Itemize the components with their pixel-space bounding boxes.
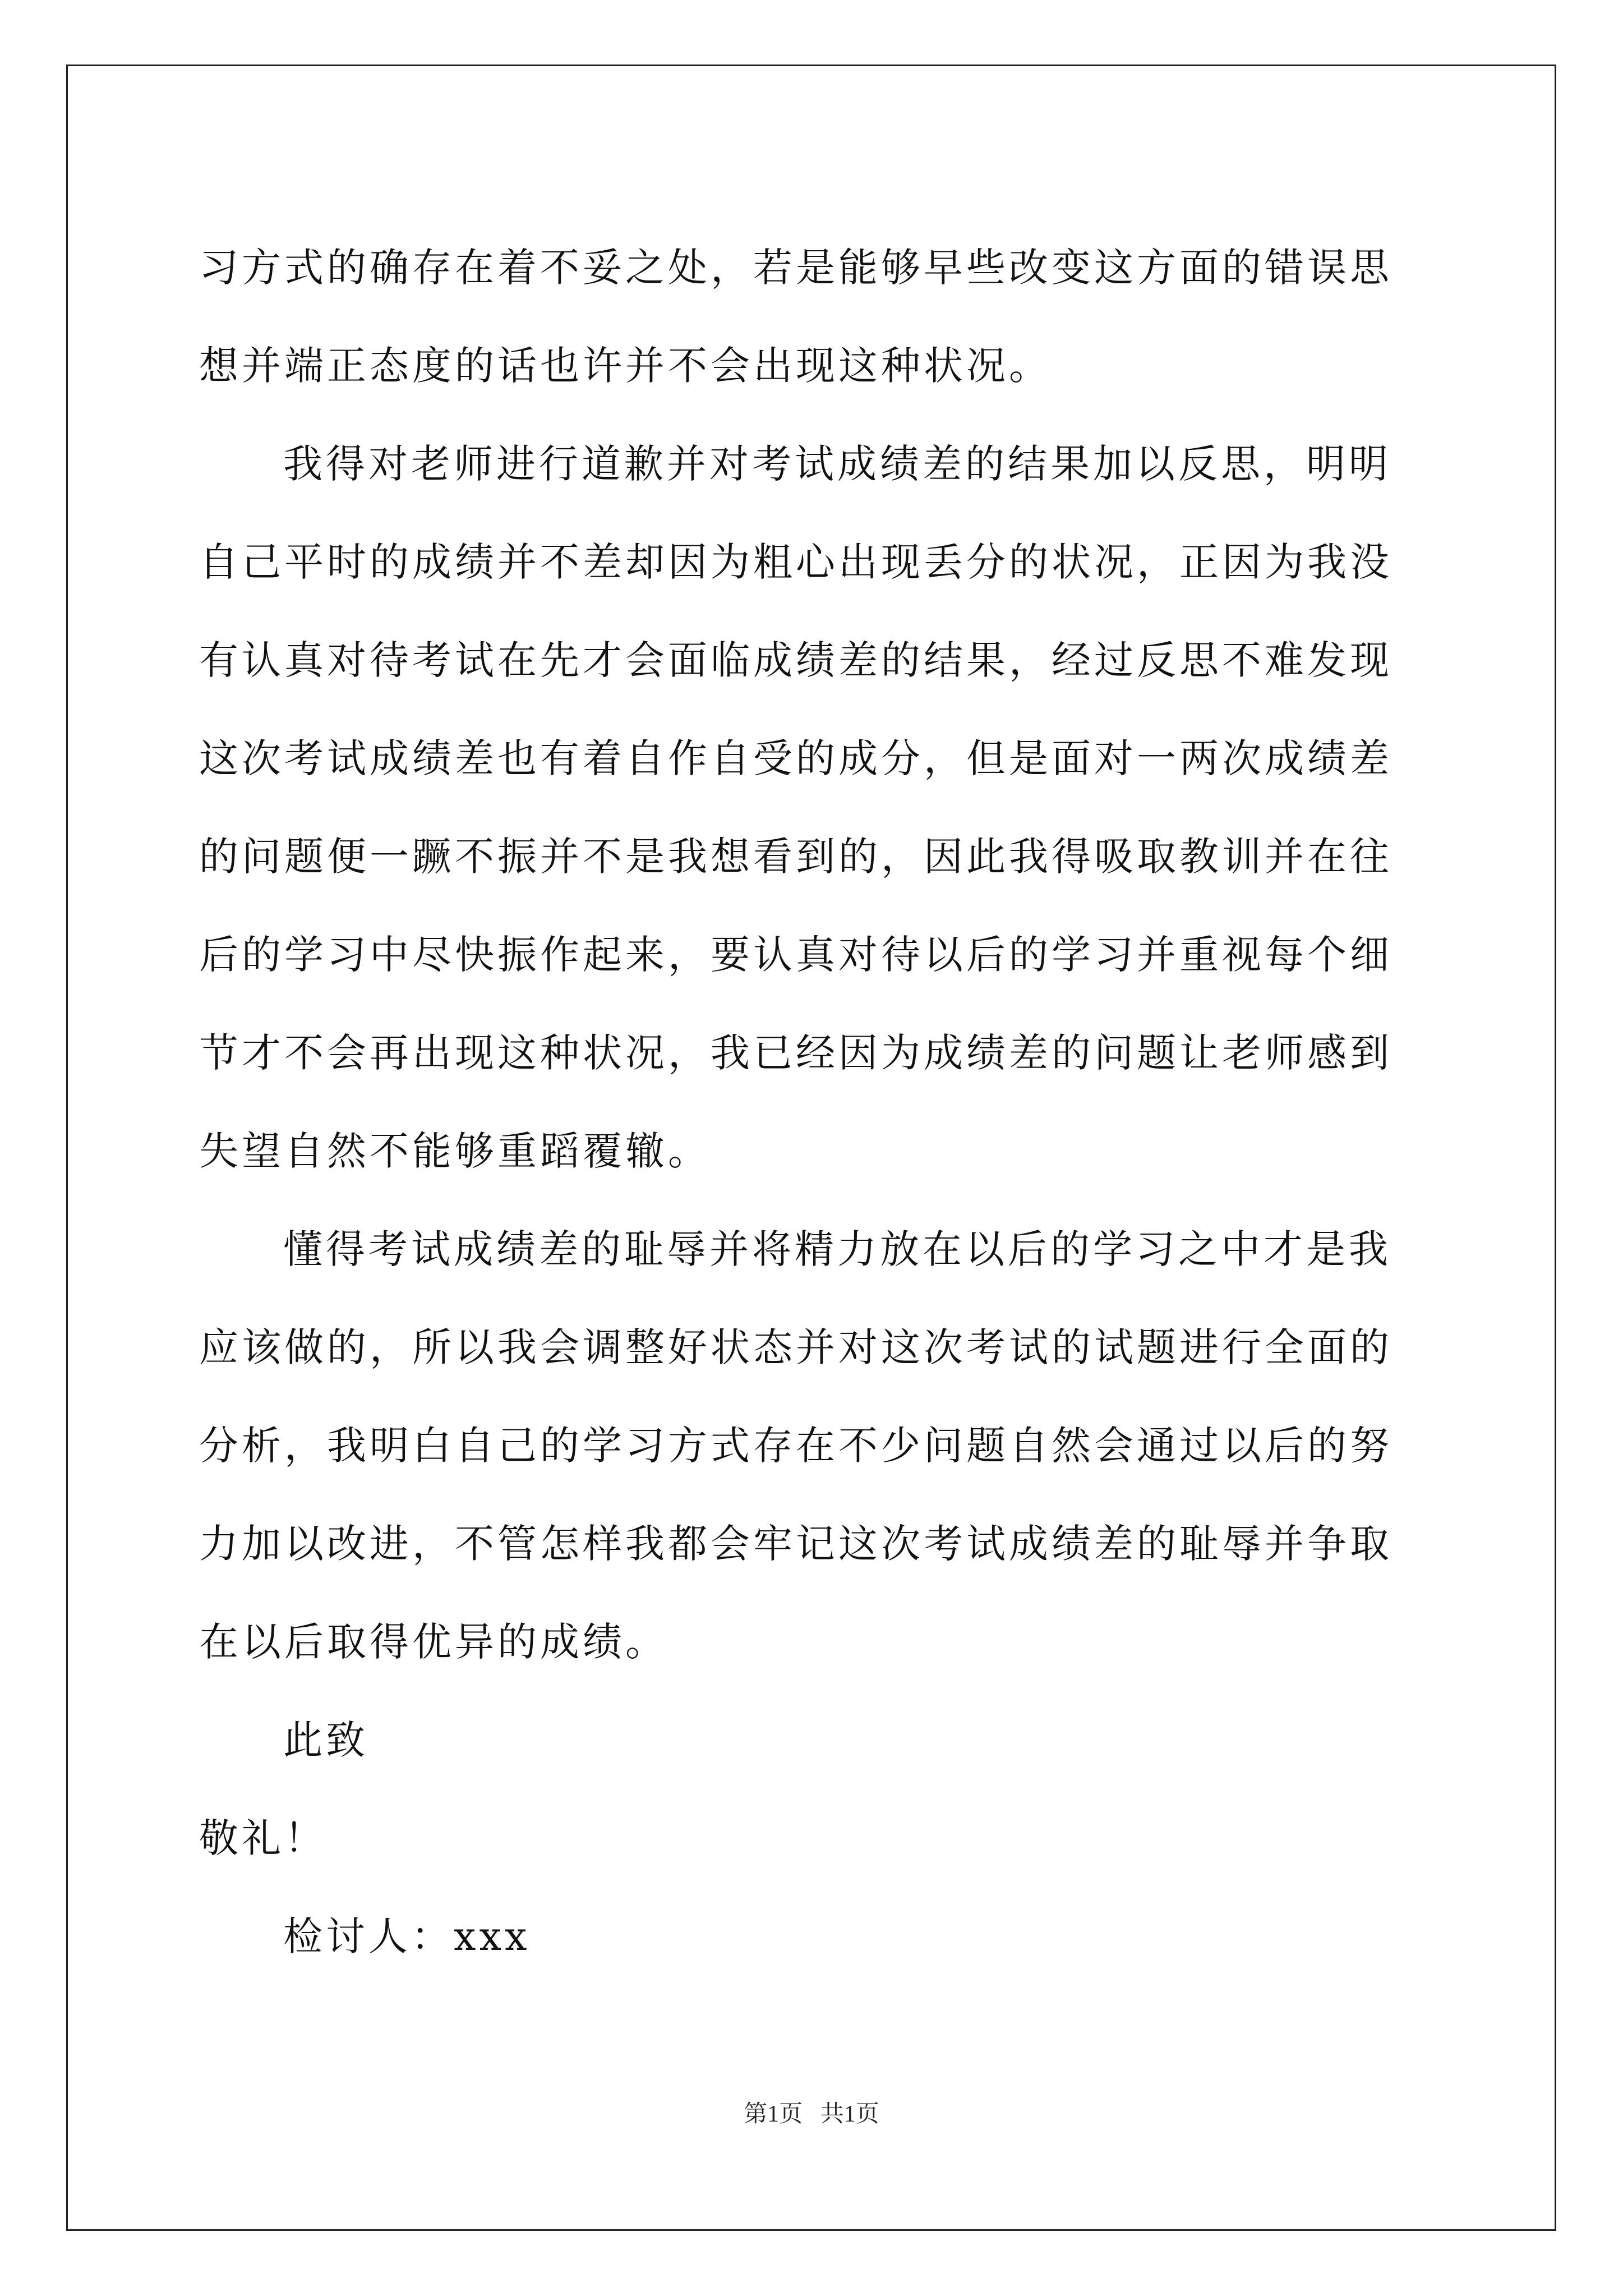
page-footer: 第1页 共1页 [744, 2101, 879, 2127]
paragraph-resolution: 懂得考试成绩差的耻辱并将精力放在以后的学习之中才是我应该做的，所以我会调整好状态并对这次考试的试题进行全面的分析，我明白自己的学习方式存在不少问题自然会通过以后的努力加以改进，不管怎样我都会牢记这次考试成绩差的耻辱并争取在以后取得优异的成绩。 [199, 1226, 1393, 1665]
paragraph-apology: 我得对老师进行道歉并对考试成绩差的结果加以反思，明明自己平时的成绩并不差却因为粗心出现丢分的状况，正因为我没有认真对待考试在先才会面临成绩差的结果，经过反思不难发现这次考试成绩差也有着自作自受的成分，但是面对一两次成绩差的问题便一蹶不振并不是我想看到的，因此我得吸取教训并在往后的学习中尽快振作起来，要认真对待以后的学习并重视每个细节才不会再出现这种状况，我已经因为成绩差的问题让老师感到失望自然不能够重蹈覆辙。 [199, 441, 1393, 1174]
salutation-line: 敬礼！ [199, 1815, 327, 1861]
document-body [199, 219, 1427, 1986]
paragraph-continuation: 习方式的确存在着不妥之处，若是能够早些改变这方面的错误思想并端正态度的话也许并不会出现这种状况。 [199, 245, 1393, 389]
closing-line: 此致 [283, 1717, 368, 1763]
signer-line: 检讨人：xxx [283, 1913, 531, 1959]
